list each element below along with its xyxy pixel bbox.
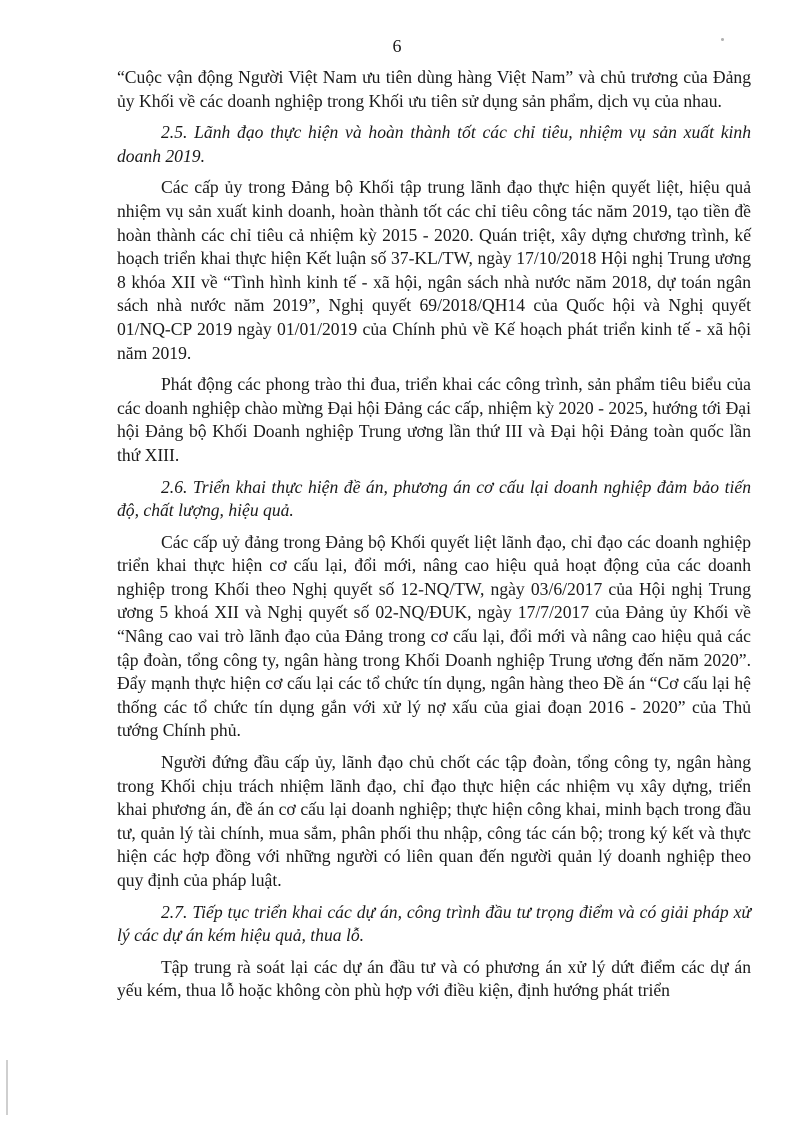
section-heading-2-6: 2.6. Triển khai thực hiện đề án, phương án cơ cấu lại doanh nghiệp đảm bảo tiến độ, chất lượng, hiệu quả.: [117, 476, 751, 521]
section-heading-2-7: 2.7. Tiếp tục triển khai các dự án, công trình đầu tư trọng điểm và có giải pháp xử lý các dự án kém hiệu quả, thua lỗ.: [117, 901, 751, 946]
paragraph-continuation: “Cuộc vận động Người Việt Nam ưu tiên dùng hàng Việt Nam” và chủ trương của Đảng ủy Khối về các doanh nghiệp trong Khối ưu tiên sử dụng sản phẩm, dịch vụ của nhau.: [117, 67, 751, 111]
paragraph-body: Người đứng đầu cấp ủy, lãnh đạo chủ chốt các tập đoàn, tổng công ty, ngân hàng trong Khối chịu trách nhiệm lãnh đạo, chỉ đạo thực hiện các nhiệm vụ xây dựng, triển khai phương án, đề án cơ cấu lại doanh nghiệp; thực hiện công khai, minh bạch trong đầu tư, quản lý tài chính, mua sắm, phân phối thu nhập, công tác cán bộ; trong ký kết và thực hiện các hợp đồng với những người có liên quan đến người quản lý doanh nghiệp theo quy định của pháp luật.: [117, 752, 751, 890]
paragraph-body: Các cấp uỷ đảng trong Đảng bộ Khối quyết liệt lãnh đạo, chỉ đạo các doanh nghiệp triển khai thực hiện cơ cấu lại, đổi mới, nâng cao hiệu quả hoạt động của các doanh nghiệp trong Khối theo Nghị quyết số 12-NQ/TW, ngày 03/6/2017 của Hội nghị Trung ương 5 khoá XII và Nghị quyết số 02-NQ/ĐUK, ngày 17/7/2017 của Đảng ủy Khối về “Nâng cao vai trò lãnh đạo của Đảng trong cơ cấu lại, đổi mới và nâng cao hiệu quả các tập đoàn, tổng công ty, ngân hàng trong Khối Doanh nghiệp Trung ương đến năm 2020”. Đẩy mạnh thực hiện cơ cấu lại các tổ chức tín dụng, ngân hàng theo Đề án “Cơ cấu lại hệ thống các tổ chức tín dụng gắn với xử lý nợ xấu của giai đoạn 2016 - 2020” của Thủ tướng Chính phủ.: [117, 531, 751, 741]
section-heading-2-5: 2.5. Lãnh đạo thực hiện và hoàn thành tốt các chỉ tiêu, nhiệm vụ sản xuất kinh doanh 2019.: [117, 122, 751, 166]
scan-speck: [721, 38, 724, 41]
paragraph-body: Tập trung rà soát lại các dự án đầu tư và có phương án xử lý dứt điểm các dự án yếu kém, thua lỗ hoặc không còn phù hợp với điều kiện, định hướng phát triển: [117, 956, 751, 1001]
scan-edge-mark: [6, 1060, 8, 1115]
paragraph-body: Các cấp ủy trong Đảng bộ Khối tập trung lãnh đạo thực hiện quyết liệt, hiệu quả nhiệm vụ sản xuất kinh doanh, hoàn thành tốt các chỉ tiêu công tác năm 2019, tạo tiền đề hoàn thành các chỉ tiêu cả nhiệm kỳ 2015 - 2020. Quán triệt, xây dựng chương trình, kế hoạch triển khai thực hiện Kết luận số 37-KL/TW, ngày 17/10/2018 Hội nghị Trung ương 8 khóa XII về “Tình hình kinh tế - xã hội, ngân sách nhà nước năm 2018, dự toán ngân sách nhà nước năm 2019”, Nghị quyết 69/2018/QH14 của Quốc hội và Nghị quyết 01/NQ-CP 2019 ngày 01/01/2019 của Chính phủ về Kế hoạch phát triển kinh tế - xã hội năm 2019.: [117, 177, 751, 363]
page-number: 6: [392, 36, 402, 56]
document-body: [117, 66, 751, 1011]
paragraph-body: Phát động các phong trào thi đua, triển khai các công trình, sản phẩm tiêu biểu của các doanh nghiệp chào mừng Đại hội Đảng các cấp, nhiệm kỳ 2020 - 2025, hướng tới Đại hội Đảng bộ Khối Doanh nghiệp Trung ương lần thứ III và Đại hội Đảng toàn quốc lần thứ XIII.: [117, 374, 751, 465]
